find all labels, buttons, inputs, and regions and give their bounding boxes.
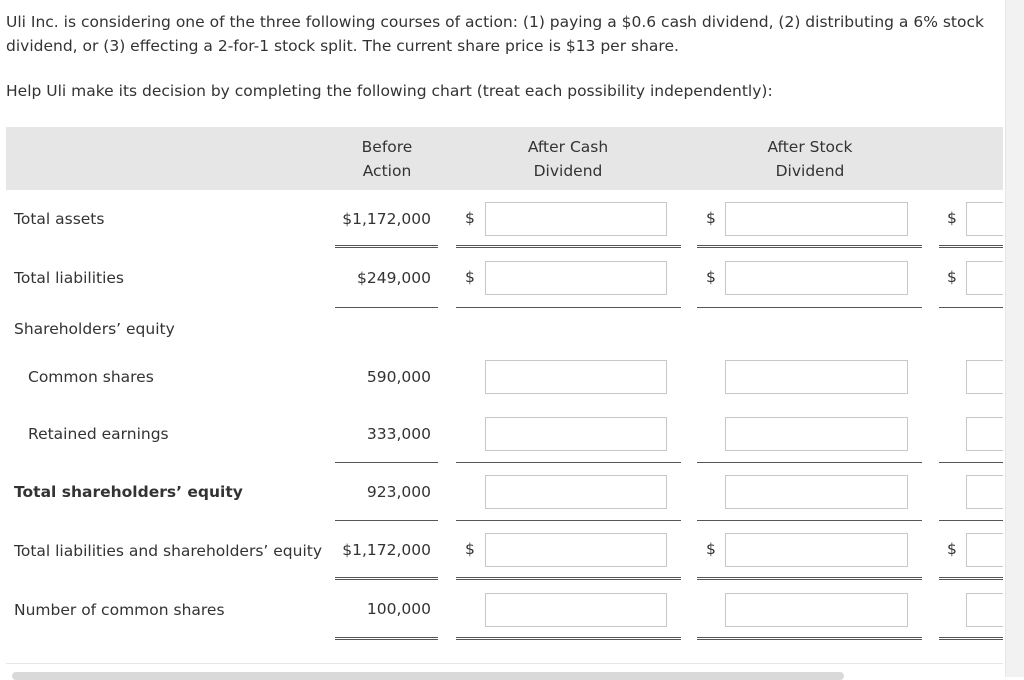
input-common-shares-stock[interactable]: [725, 360, 908, 394]
double-underline: [697, 245, 922, 248]
input-num-shares-split[interactable]: [966, 593, 1003, 627]
input-total-equity-split[interactable]: [966, 475, 1003, 509]
input-total-liab-equity-stock[interactable]: [725, 533, 908, 567]
input-common-shares-split[interactable]: [966, 360, 1003, 394]
row-label-common-shares: Common shares: [28, 368, 154, 386]
underline: [697, 520, 922, 521]
double-underline: [939, 245, 1003, 248]
dollar-sign: $: [947, 268, 957, 286]
input-total-assets-cash[interactable]: [485, 202, 667, 236]
dollar-sign: $: [947, 209, 957, 227]
table-bottom-border: [6, 663, 1003, 664]
dollar-sign: $: [706, 540, 716, 558]
underline: [456, 307, 681, 308]
input-total-liab-equity-cash[interactable]: [485, 533, 667, 567]
input-total-liabilities-cash[interactable]: [485, 261, 667, 295]
underline: [697, 307, 922, 308]
double-underline: [456, 245, 681, 248]
dollar-sign: $: [706, 268, 716, 286]
dollar-sign: $: [465, 268, 475, 286]
question-text: Uli Inc. is considering one of the three following courses of action: (1) paying a $0.6 cash dividend, (2) distributing a 6% stock dividend, or (3) effecting a 2-for-1 stock split. The current share price is $13 per share.: [6, 13, 984, 55]
value-total-equity-before: 923,000: [366, 483, 431, 501]
dollar-sign: $: [465, 540, 475, 558]
header-after-stock-dividend: After Stock Dividend: [767, 138, 853, 180]
header-after-cash-dividend: After Cash Dividend: [527, 138, 609, 180]
double-underline: [335, 637, 438, 640]
input-total-liabilities-split[interactable]: [966, 261, 1003, 295]
value-common-shares-before: 590,000: [366, 368, 431, 386]
instruction-text: Help Uli make its decision by completing the following chart (treat each possibility independently):: [6, 82, 773, 100]
underline: [939, 520, 1003, 521]
input-retained-earnings-cash[interactable]: [485, 417, 667, 451]
value-total-liabilities-before: $249,000: [357, 269, 431, 287]
value-total-liab-equity-before: $1,172,000: [342, 541, 431, 559]
dollar-sign: $: [947, 540, 957, 558]
input-common-shares-cash[interactable]: [485, 360, 667, 394]
underline: [939, 307, 1003, 308]
input-retained-earnings-stock[interactable]: [725, 417, 908, 451]
input-total-equity-stock[interactable]: [725, 475, 908, 509]
input-total-liab-equity-split[interactable]: [966, 533, 1003, 567]
row-label-total-shareholders-equity: Total shareholders’ equity: [14, 483, 243, 501]
underline: [456, 520, 681, 521]
horizontal-scrollbar[interactable]: [12, 672, 844, 680]
page-scrollbar[interactable]: [1005, 0, 1024, 677]
input-total-liabilities-stock[interactable]: [725, 261, 908, 295]
underline: [335, 307, 438, 308]
underline: [335, 462, 438, 463]
input-num-shares-stock[interactable]: [725, 593, 908, 627]
row-label-retained-earnings: Retained earnings: [28, 425, 169, 443]
double-underline: [456, 577, 681, 580]
row-label-total-liabilities-and-equity: Total liabilities and shareholders’ equity: [14, 542, 323, 560]
value-total-assets-before: $1,172,000: [342, 210, 431, 228]
underline: [697, 462, 922, 463]
input-total-assets-stock[interactable]: [725, 202, 908, 236]
input-total-equity-cash[interactable]: [485, 475, 667, 509]
row-label-shareholders-equity: Shareholders’ equity: [14, 320, 175, 338]
double-underline: [697, 637, 922, 640]
underline: [456, 462, 681, 463]
value-retained-earnings-before: 333,000: [366, 425, 431, 443]
double-underline: [939, 577, 1003, 580]
row-label-number-of-common-shares: Number of common shares: [14, 601, 225, 619]
row-label-total-assets: Total assets: [14, 210, 105, 228]
input-num-shares-cash[interactable]: [485, 593, 667, 627]
double-underline: [456, 637, 681, 640]
underline: [335, 520, 438, 521]
double-underline: [697, 577, 922, 580]
double-underline: [335, 245, 438, 248]
input-total-assets-split[interactable]: [966, 202, 1003, 236]
dollar-sign: $: [465, 209, 475, 227]
value-num-shares-before: 100,000: [366, 600, 431, 618]
row-label-total-liabilities: Total liabilities: [14, 269, 124, 287]
header-before-action: Before Action: [361, 138, 413, 180]
underline: [939, 462, 1003, 463]
double-underline: [939, 637, 1003, 640]
double-underline: [335, 577, 438, 580]
dollar-sign: $: [706, 209, 716, 227]
input-retained-earnings-split[interactable]: [966, 417, 1003, 451]
